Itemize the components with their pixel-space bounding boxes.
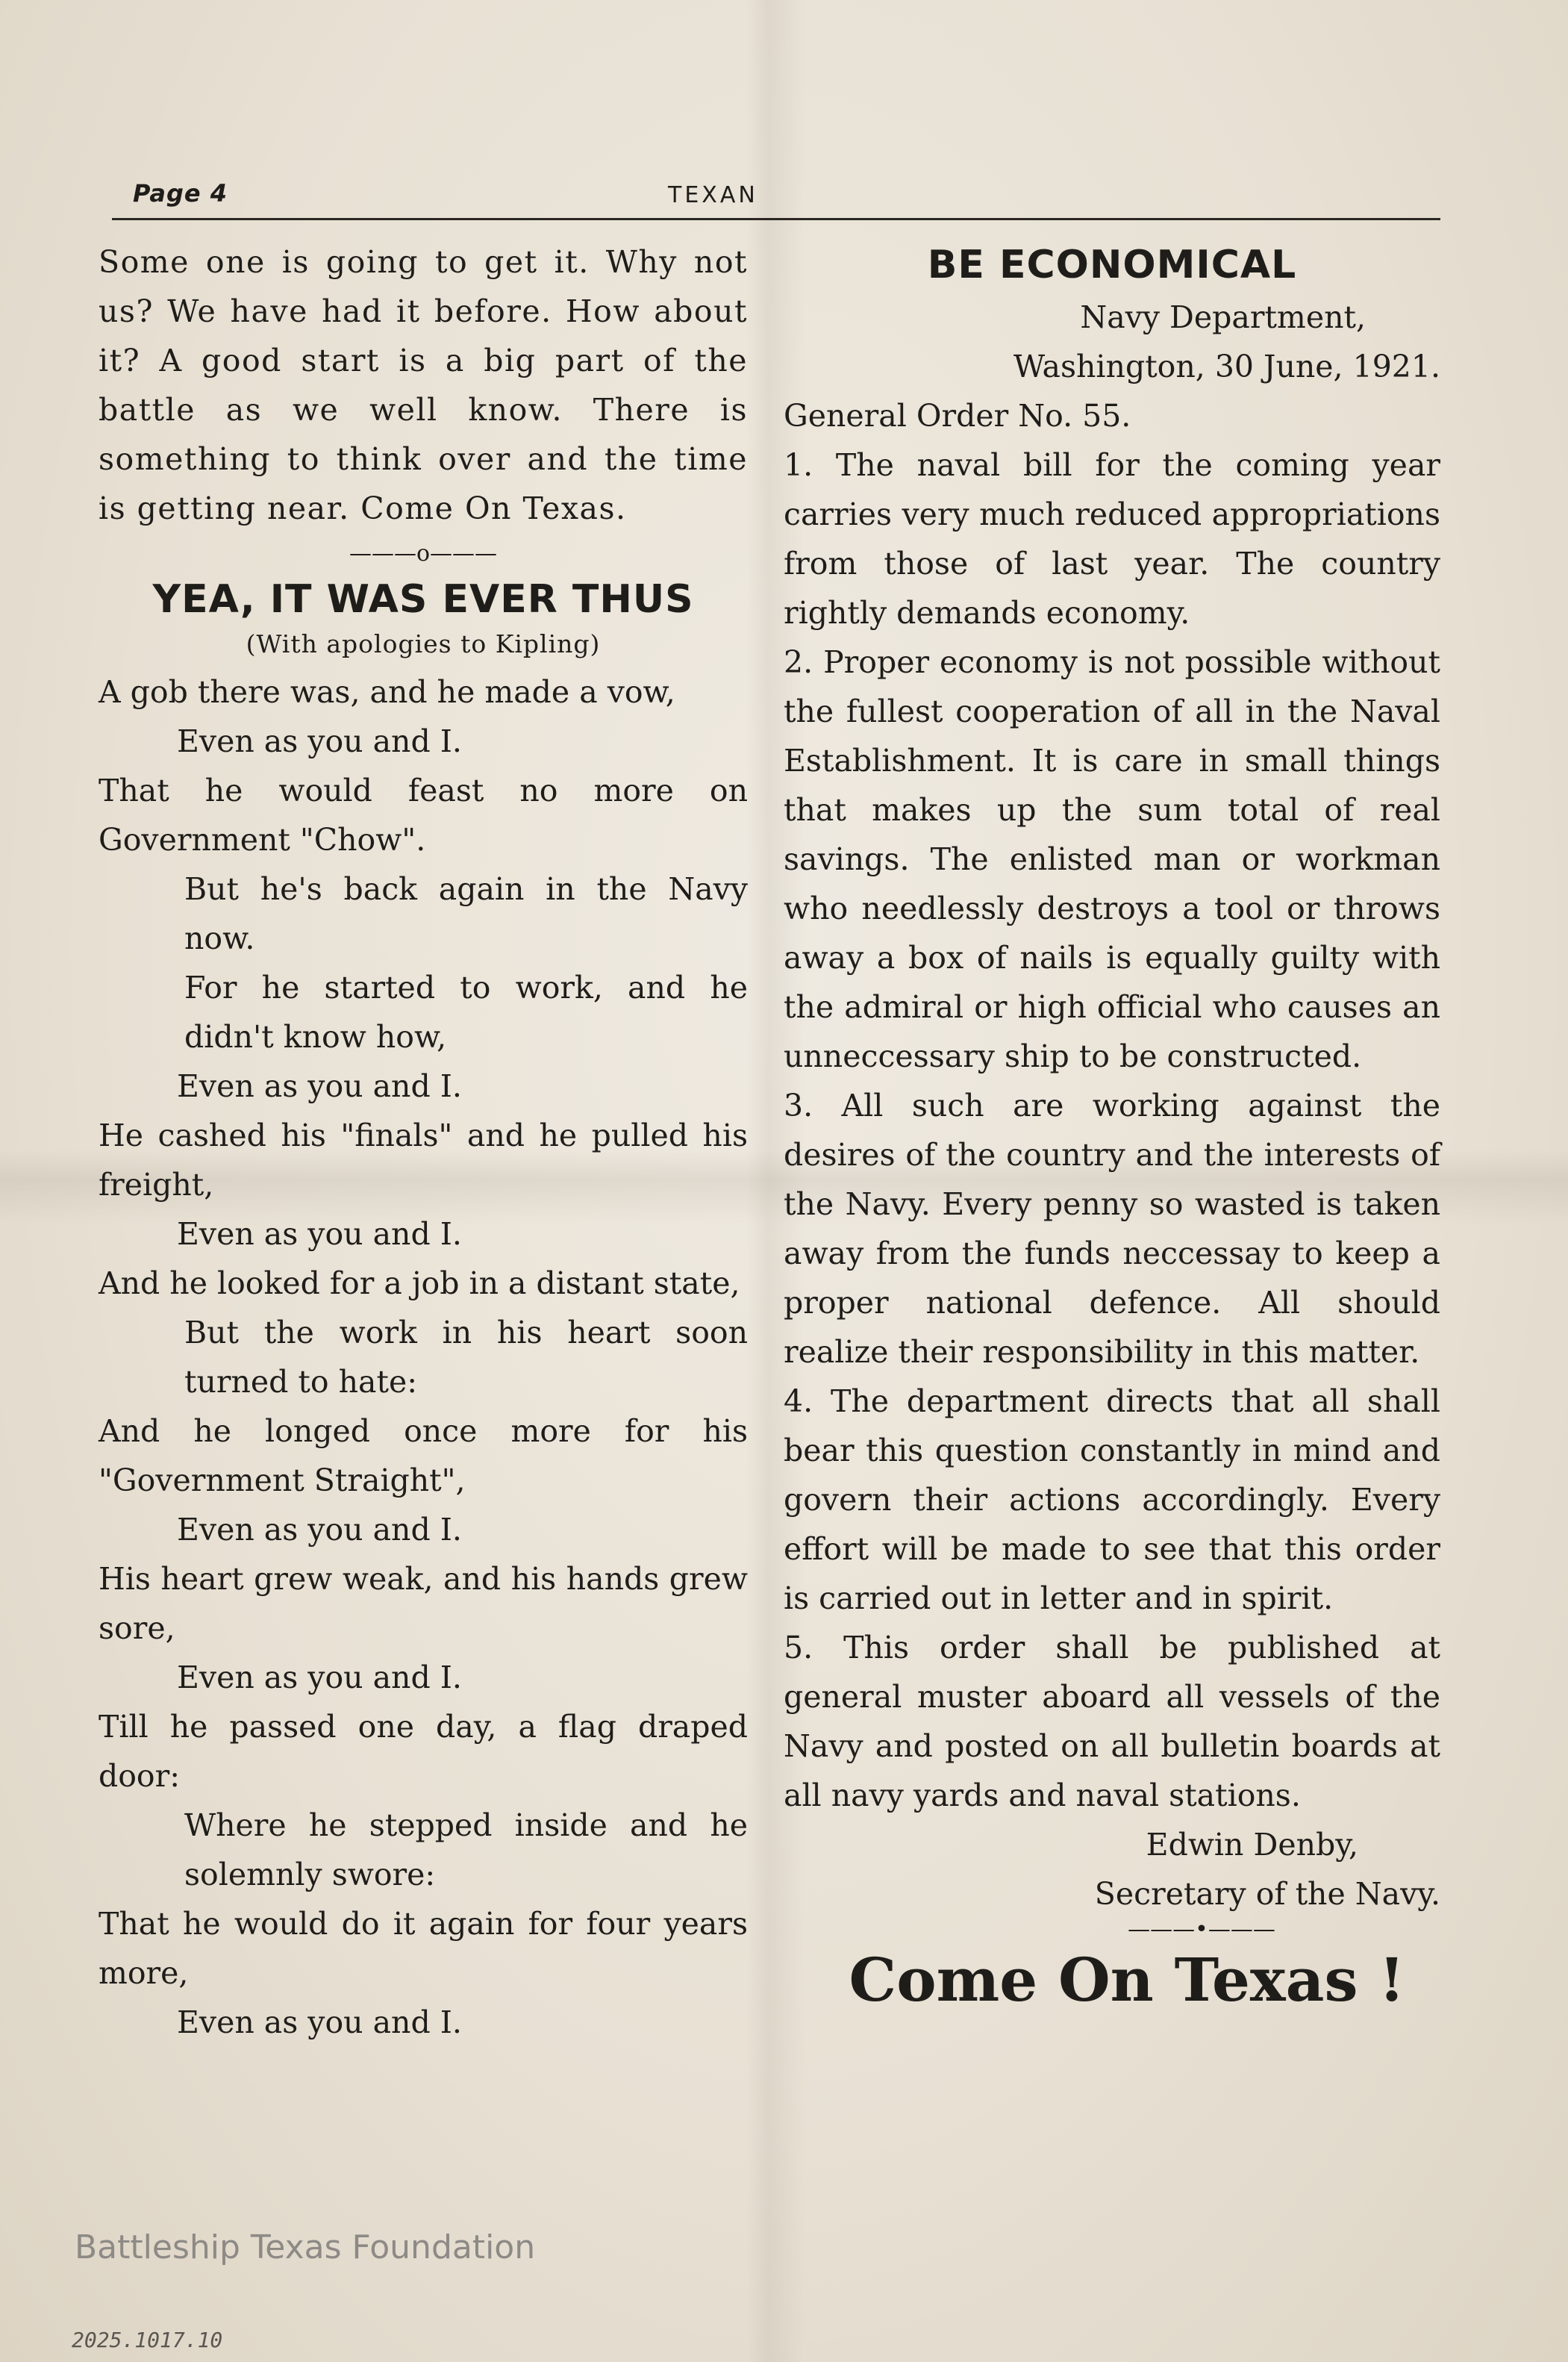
poem-line: But the work in his heart soon turned to hate: (184, 1315, 748, 1400)
order-paragraph: 5. This order shall be published at general muster aboard all vessels of the Navy and posted on all bulletin boards at all navy yards and naval stations. (784, 1630, 1440, 1813)
left-column (99, 237, 748, 2047)
signature-block (784, 1820, 1440, 1919)
signature-divider: ———•——— (1128, 1916, 1275, 1942)
poem-title: YEA, IT WAS EVER THUS (152, 577, 694, 622)
poem (99, 667, 748, 2047)
order-paragraph: 3. All such are working against the desires of the country and the interests of the Navy. Every penny so wasted is taken away from the funds neccessay to keep a proper national defence. All should realize their responsibility in this matter. (784, 1088, 1440, 1370)
slogan: Come On Texas ! (849, 1945, 1405, 2015)
order-paragraph: 2. Proper economy is not possible without the fullest cooperation of all in the Naval Establishment. It is care in small things that makes up the sum total of real savings. The enlisted man or workman who needlessly destroys a tool or throws away a box of nails is equally guilty with the admiral or high official who causes an unneccessary ship to be constructed. (784, 644, 1440, 1074)
poem-line: For he started to work, and he didn't know how, (184, 970, 748, 1055)
dateline (784, 293, 1440, 391)
poem-refrain: Even as you and I. (177, 723, 462, 759)
dateline-department: Navy Department, (1080, 299, 1366, 335)
poem-line: That he would do it again for four years more, (99, 1906, 748, 1991)
intro-paragraph: Some one is going to get it. Why not us? We have had it before. How about it? A good start is a big part of the battle as we well know. There is something to think over and the time is getting near. Come On Texas. (99, 244, 748, 526)
poem-line: A gob there was, and he made a vow, (99, 674, 675, 710)
poem-line: And he looked for a job in a distant state, (99, 1265, 740, 1301)
poem-refrain: Even as you and I. (177, 1068, 462, 1104)
foundation-watermark: Battleship Texas Foundation (75, 2228, 536, 2266)
poem-refrain: Even as you and I. (177, 1512, 462, 1548)
poem-line: And he longed once more for his "Government Straight", (99, 1413, 748, 1498)
signature-name: Edwin Denby, (1146, 1827, 1358, 1863)
poem-line: He cashed his "finals" and he pulled his freight, (99, 1118, 748, 1203)
poem-line: Till he passed one day, a flag draped door: (99, 1709, 748, 1794)
page-number: Page 4 (133, 179, 228, 208)
poem-refrain: Even as you and I. (177, 1216, 462, 1252)
dateline-place-date: Washington, 30 June, 1921. (1013, 349, 1440, 384)
poem-line: That he would feast no more on Government "Chow". (99, 773, 748, 858)
poem-line: Where he stepped inside and he solemnly swore: (184, 1807, 748, 1892)
poem-refrain: Even as you and I. (177, 2004, 462, 2040)
right-column (784, 237, 1440, 2017)
newspaper-name: TEXAN (668, 182, 758, 208)
poem-refrain: Even as you and I. (177, 1660, 462, 1695)
poem-subtitle: (With apologies to Kipling) (246, 629, 601, 658)
accession-number: 2025.1017.10 (72, 2328, 223, 2352)
article-title: BE ECONOMICAL (927, 243, 1297, 287)
poem-line: But he's back again in the Navy now. (184, 871, 748, 956)
page-header (112, 173, 1440, 220)
section-divider: ———o——— (349, 540, 498, 567)
order-paragraph: 4. The department directs that all shall bear this question constantly in mind and govern their actions accordingly. Every effort will be made to see that this order is carried out in letter and in spirit. (784, 1383, 1440, 1616)
poem-line: His heart grew weak, and his hands grew sore, (99, 1561, 748, 1646)
general-order-number: General Order No. 55. (784, 398, 1131, 434)
signature-title: Secretary of the Navy. (1094, 1876, 1440, 1912)
order-paragraph: 1. The naval bill for the coming year carries very much reduced appropriations from those of last year. The country rightly demands economy. (784, 447, 1440, 631)
